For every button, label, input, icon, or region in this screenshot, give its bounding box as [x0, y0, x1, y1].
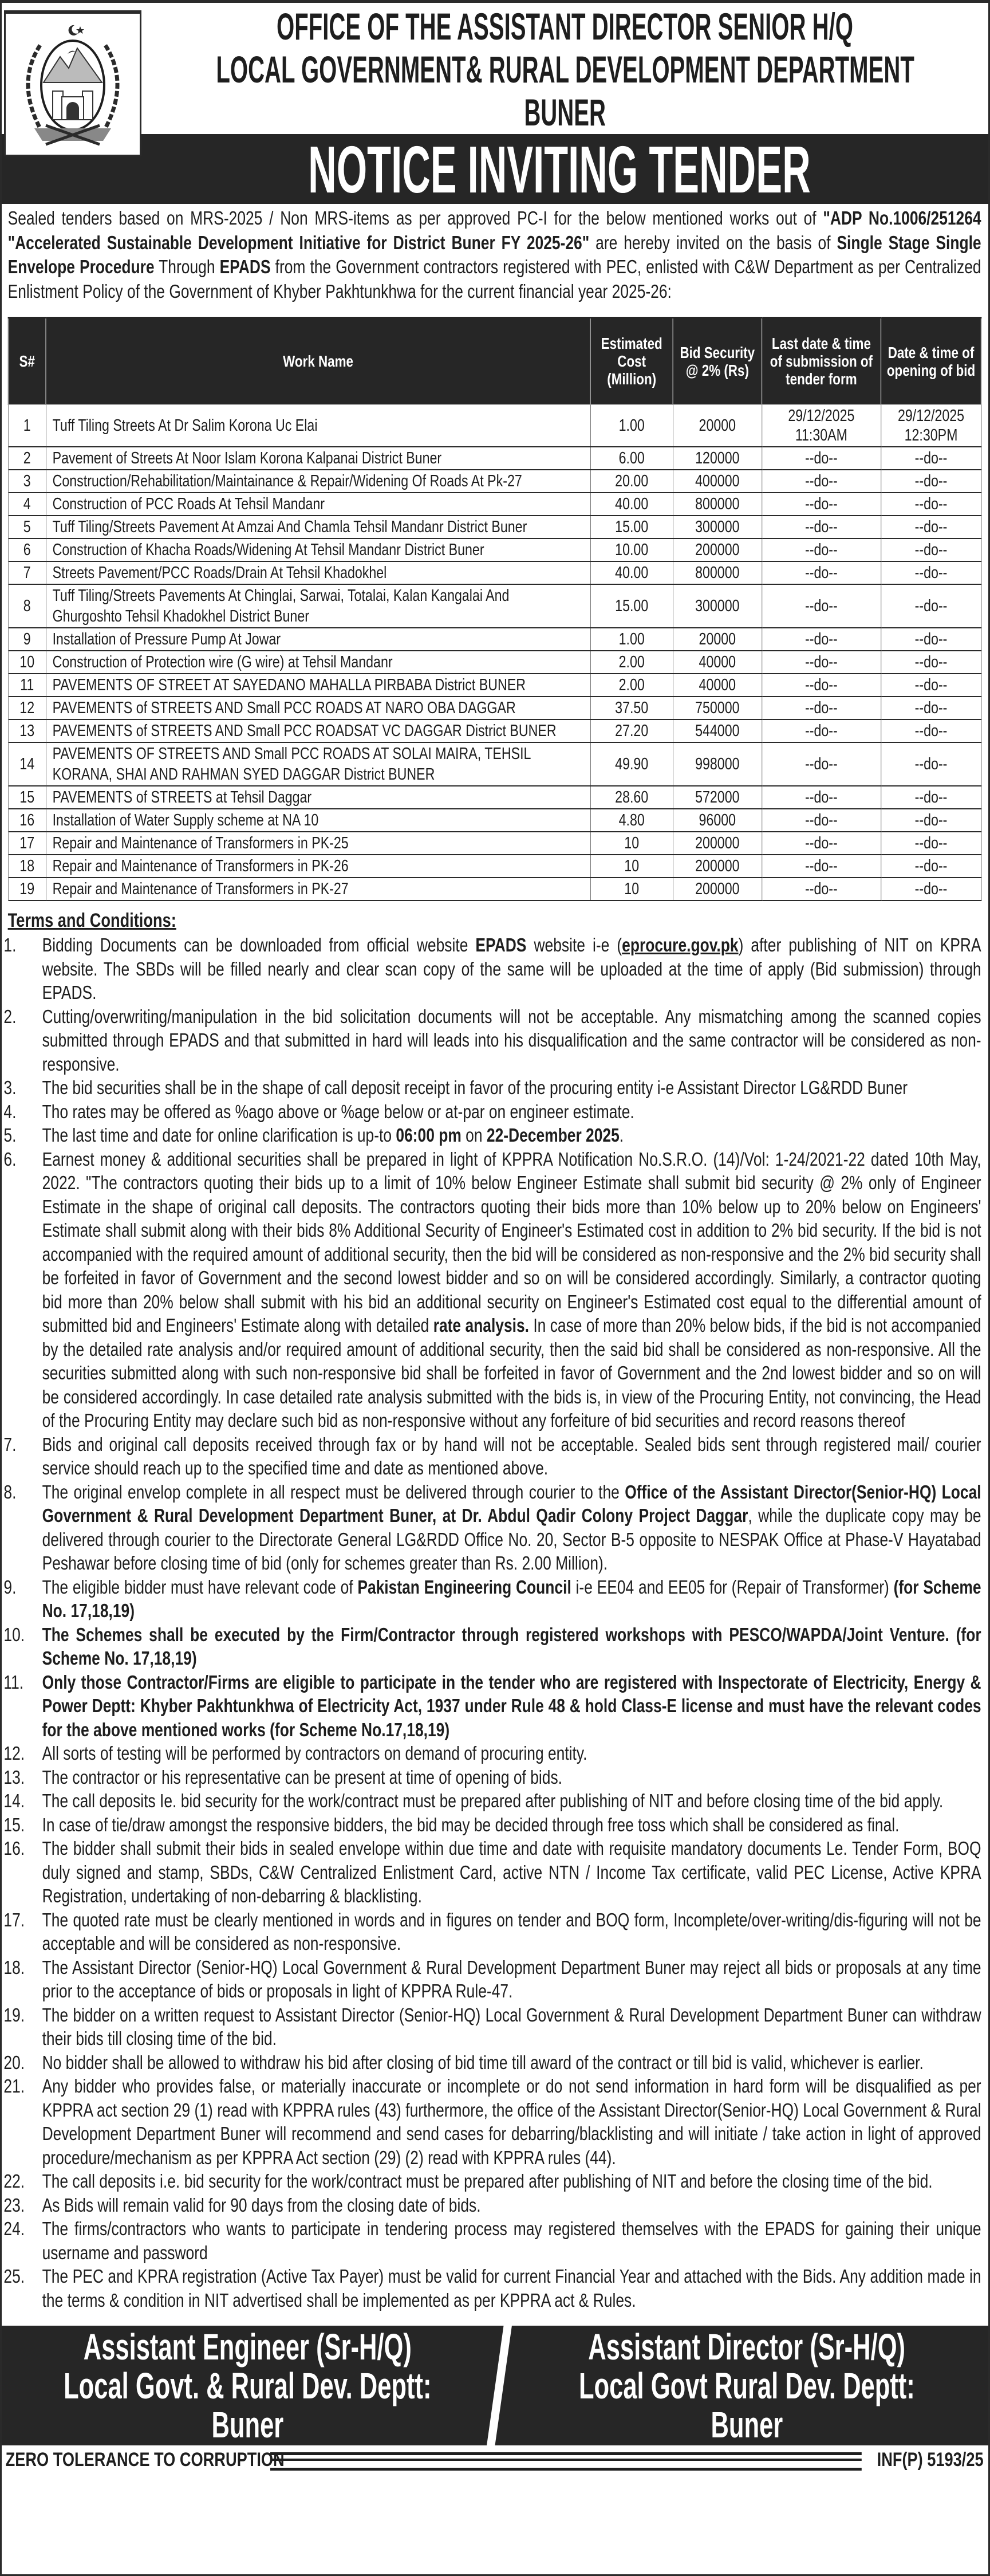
bid-security-cell: 200000 [673, 538, 762, 561]
term-number: 18. [3, 1956, 25, 1978]
work-name-cell: PAVEMENTS of STREETS at Tehsil Daggar [46, 786, 590, 809]
term-number: 15. [3, 1814, 25, 1835]
term-item [0, 2217, 981, 2264]
estimated-cost-cell: 10 [590, 878, 673, 900]
intro-bold-text: "ADP No.1006/251264 "Accelerated Sustainable Development Initiative for District Buner FY 2025-26" [7, 207, 981, 253]
estimated-cost-cell: 1.00 [590, 404, 673, 447]
term-item [0, 1956, 981, 2003]
term-number: 3. [3, 1077, 17, 1098]
term-text: Any bidder who provides false, or materially inaccurate or incomplete or do not send information in hard form will be disqualified as per KPPRA act section 29 (1) read with KPPRA rules (43) furthermore, the office of the Assistant Director(Senior-HQ) Local Government & Rural Development Department Buner will recommend and send cases for debarring/blacklisting and will initiate / take action in light of approved procedure/mechanism as per KPPRA Act section (29) (2) read with KPPRA rules (44). [42, 2075, 981, 2168]
col-header-sn: S# [8, 318, 46, 405]
opening-date-cell: --do-- [881, 855, 981, 878]
table-row [8, 404, 981, 447]
signature-left [0, 2327, 495, 2444]
estimated-cost-cell: 40.00 [590, 493, 673, 516]
submission-deadline-cell: --do-- [762, 855, 881, 878]
term-number: 22. [3, 2170, 25, 2192]
term-text: As Bids will remain valid for 90 days from the closing date of bids. [42, 2194, 481, 2216]
row-number-cell: 16 [8, 809, 46, 832]
estimated-cost-cell: 1.00 [590, 628, 673, 651]
row-number-cell: 11 [8, 674, 46, 697]
term-number: 12. [3, 1743, 25, 1764]
term-text: on [461, 1124, 487, 1146]
notice-title-row [140, 132, 979, 207]
opening-date-cell: --do-- [881, 832, 981, 855]
work-name-cell: Construction of Khacha Roads/Widening At Tehsil Mandanr District Buner [46, 538, 590, 561]
estimated-cost-cell: 20.00 [590, 470, 673, 493]
bid-security-cell: 20000 [673, 628, 762, 651]
opening-date-cell: --do-- [881, 878, 981, 900]
submission-deadline-cell: --do-- [762, 493, 881, 516]
header-line-3-row [140, 91, 990, 133]
term-text: Tho rates may be offered as %ago above or %age below or at-par on engineer estimate. [42, 1100, 634, 1122]
opening-date-cell: --do-- [881, 470, 981, 493]
intro-bold-text: Single Stage Single Envelope Procedure [7, 231, 981, 277]
estimated-cost-cell: 37.50 [590, 697, 673, 719]
notice-header [0, 0, 990, 207]
estimated-cost-cell: 10 [590, 832, 673, 855]
table-row [8, 742, 981, 786]
work-name-cell: Tuff Tiling/Streets Pavements At Chinglai, Sarwai, Totalai, Kalan Kangalai And Ghurgoshto Tehsil Khadokhel District Buner [46, 584, 590, 628]
term-bold-text: 22-December 2025 [486, 1124, 620, 1146]
term-text: Bidding Documents can be downloaded from official website [42, 934, 476, 955]
submission-deadline-cell: --do-- [762, 719, 881, 742]
table-row [8, 697, 981, 719]
opening-date-cell: --do-- [881, 786, 981, 809]
col-header-opening-date: Date & time of opening of bid [881, 318, 981, 405]
term-item [0, 1741, 981, 1765]
row-number-cell: 15 [8, 786, 46, 809]
term-item [0, 1433, 981, 1480]
term-item [0, 1765, 981, 1790]
term-item [0, 2074, 981, 2169]
term-bold-text: (for Scheme No. 17,18,19) [42, 1576, 981, 1621]
signature-right-district: Buner [711, 2404, 783, 2445]
term-item [0, 1670, 981, 1742]
estimated-cost-cell: 4.80 [590, 809, 673, 832]
work-name-cell: Repair and Maintenance of Transformers in PK-25 [46, 832, 590, 855]
work-name-cell: Construction of Protection wire (G wire) at Tehsil Mandanr [46, 651, 590, 674]
work-name-cell: PAVEMENTS of STREETS AND Small PCC ROADSAT VC DAGGAR District BUNER [46, 719, 590, 742]
intro-text: Through [154, 256, 220, 277]
opening-date-cell: --do-- [881, 651, 981, 674]
submission-deadline-cell: --do-- [762, 809, 881, 832]
submission-deadline-cell: --do-- [762, 742, 881, 786]
estimated-cost-cell: 28.60 [590, 786, 673, 809]
term-number: 6. [3, 1148, 17, 1170]
table-row [8, 878, 981, 900]
term-bold-text: Only those Contractor/Firms are eligible to participate in the tender who are registered with Inspectorate of Electricity, Energy & Power Deptt: Khyber Pakhtunkhwa of Electricity Act, 1937 under Rule 48 & hold Class-E license and must have the relevant codes for the above mentioned works (for Scheme No.17,18,19) [42, 1671, 981, 1740]
table-header-row [8, 318, 981, 405]
term-text: The PEC and KPRA registration (Active Tax Payer) must be valid for current Financial Year and attached with the Bids. Any addition made in the terms & condition in NIT advertised shall be implemented as per KPPRA act & Rules. [42, 2266, 981, 2311]
opening-date-cell: --do-- [881, 447, 981, 470]
works-table [8, 317, 982, 901]
work-name-cell: PAVEMENTS of STREETS AND Small PCC ROADS AT NARO OBA DAGGAR [46, 697, 590, 719]
estimated-cost-cell: 15.00 [590, 584, 673, 628]
term-text: In case of tie/draw amongst the responsive bidders, the bid may be decided through free toss which shall be considered as final. [42, 1814, 900, 1835]
work-name-cell: Pavement of Streets At Noor Islam Korona Kalpanai District Buner [46, 447, 590, 470]
row-number-cell: 7 [8, 561, 46, 584]
term-item [0, 1123, 981, 1147]
bid-security-cell: 200000 [673, 855, 762, 878]
term-item [0, 1908, 981, 1956]
row-number-cell: 17 [8, 832, 46, 855]
estimated-cost-cell: 2.00 [590, 651, 673, 674]
bid-security-cell: 400000 [673, 470, 762, 493]
emblem-icon [6, 14, 140, 151]
term-item [0, 1575, 981, 1623]
term-text: The bid securities shall be in the shape of call deposit receipt in favor of the procuring entity i-e Assistant Director LG&RDD Buner [42, 1077, 908, 1098]
term-item [0, 1076, 981, 1100]
bid-security-cell: 572000 [673, 786, 762, 809]
row-number-cell: 3 [8, 470, 46, 493]
signature-right-title: Assistant Director (Sr-H/Q) [588, 2326, 906, 2367]
opening-date-cell: 29/12/2025 12:30PM [881, 404, 981, 447]
term-text: In case of more than 20% below bids, if the bid is not accompanied by the detailed rate analysis and/or required amount of additional security, then the said bid shall be considered as non-responsive. All the securities submitted along with such non-responsive bid shall be forfeited in favor of Government and the 2nd lowest bidder and so on will be considered accordingly. In case detailed rate analysis submitted with the bids is, in view of the Procuring Entity, not convincing, the Head of the Procuring Entity may declare such bid as non-responsive without any forfeiture of bid securities and record reasons thereof [42, 1315, 981, 1431]
term-number: 10. [3, 1623, 25, 1645]
bid-security-cell: 800000 [673, 493, 762, 516]
signature-left-district: Buner [211, 2404, 284, 2445]
term-item [0, 2193, 981, 2217]
signature-right [504, 2327, 990, 2444]
term-text: The bidder shall submit their bids in sealed envelope within due time and date with requisite mandatory documents Le. Tender Form, BOQ duly signed and stamp, SBDs, C&W Centralized Enlistment Card, active NTN / Income Tax certificate, valid PEC License, Active KPRA Registration, undertaking of non-debarring & blacklisting. [42, 1838, 981, 1906]
bid-security-cell: 998000 [673, 742, 762, 786]
term-number: 2. [3, 1005, 17, 1027]
term-number: 1. [3, 934, 17, 955]
term-item [0, 2003, 981, 2051]
signature-section [0, 2326, 990, 2445]
term-item [0, 1480, 981, 1575]
opening-date-cell: --do-- [881, 697, 981, 719]
submission-deadline-cell: --do-- [762, 447, 881, 470]
notice-title: NOTICE INVITING TENDER [308, 132, 811, 207]
submission-deadline-cell: --do-- [762, 651, 881, 674]
bid-security-cell: 120000 [673, 447, 762, 470]
opening-date-cell: --do-- [881, 561, 981, 584]
anti-corruption-slogan: ZERO TOLERANCE TO CORRUPTION [5, 2449, 285, 2471]
term-bold-text: 06:00 pm [396, 1124, 462, 1146]
signature-left-department: Local Govt. & Rural Dev. Deptt: [64, 2365, 432, 2406]
header-line-1-row [140, 5, 990, 48]
term-text: The Assistant Director (Senior-HQ) Local Government & Rural Development Department Buner may reject all bids or proposals at any time prior to the acceptance of bids or proposals in light of KPPRA Rule-47. [42, 1956, 981, 2001]
term-number: 5. [3, 1124, 17, 1146]
submission-deadline-cell: --do-- [762, 561, 881, 584]
opening-date-cell: --do-- [881, 674, 981, 697]
term-number: 24. [3, 2218, 25, 2239]
row-number-cell: 13 [8, 719, 46, 742]
term-item [0, 1836, 981, 1908]
term-number: 23. [3, 2194, 25, 2216]
row-number-cell: 9 [8, 628, 46, 651]
row-number-cell: 12 [8, 697, 46, 719]
term-bold-text: Office of the Assistant Director(Senior-HQ) Local Government & Rural Development Department Buner, at Dr. Abdul Qadir Colony Project Daggar [42, 1481, 981, 1526]
office-title: OFFICE OF THE ASSISTANT DIRECTOR SENIOR H/Q [277, 5, 854, 48]
bid-security-cell: 300000 [673, 584, 762, 628]
work-name-cell: Repair and Maintenance of Transformers in PK-26 [46, 855, 590, 878]
term-number: 11. [3, 1671, 24, 1693]
kp-government-logo [4, 10, 141, 156]
signature-left-title: Assistant Engineer (Sr-H/Q) [83, 2326, 412, 2367]
submission-deadline-cell: --do-- [762, 538, 881, 561]
term-text: The eligible bidder must have relevant code of [42, 1576, 358, 1598]
row-number-cell: 14 [8, 742, 46, 786]
work-name-cell: Installation of Pressure Pump At Jowar [46, 628, 590, 651]
estimated-cost-cell: 10.00 [590, 538, 673, 561]
col-header-last-date: Last date & time of submission of tender form [762, 318, 881, 405]
bid-security-cell: 750000 [673, 697, 762, 719]
term-bold-text: EPADS [475, 934, 527, 955]
intro-text: are hereby invited on the basis of [589, 231, 837, 253]
opening-date-cell: --do-- [881, 516, 981, 538]
term-item [0, 2169, 981, 2193]
intro-paragraph [8, 206, 981, 304]
term-item [0, 1005, 981, 1076]
term-number: 17. [3, 1909, 25, 1930]
footer-rule [270, 2452, 862, 2471]
bid-security-cell: 800000 [673, 561, 762, 584]
table-row [8, 809, 981, 832]
table-row [8, 493, 981, 516]
row-number-cell: 8 [8, 584, 46, 628]
opening-date-cell: --do-- [881, 493, 981, 516]
term-text: i-e EE04 and EE05 for (Repair of Transformer) [571, 1576, 894, 1598]
row-number-cell: 18 [8, 855, 46, 878]
table-row [8, 832, 981, 855]
term-text: The call deposits Ie. bid security for the work/contract must be prepared after publishing of NIT and before closing time of the bid apply. [42, 1790, 944, 1811]
term-text: The call deposits i.e. bid security for the work/contract must be prepared after publishing of NIT and before the closing time of the bid. [42, 2170, 933, 2192]
table-row [8, 538, 981, 561]
row-number-cell: 2 [8, 447, 46, 470]
term-number: 8. [3, 1481, 17, 1503]
work-name-cell: Tuff Tiling/Streets Pavement At Amzai And Chamla Tehsil Mandanr District Buner [46, 516, 590, 538]
table-row [8, 584, 981, 628]
work-name-cell: Construction of PCC Roads At Tehsil Mandanr [46, 493, 590, 516]
advertisement-reference: INF(P) 5193/25 [877, 2449, 984, 2471]
estimated-cost-cell: 2.00 [590, 674, 673, 697]
opening-date-cell: --do-- [881, 584, 981, 628]
bid-security-cell: 544000 [673, 719, 762, 742]
bid-security-cell: 40000 [673, 674, 762, 697]
term-number: 19. [3, 2004, 25, 2026]
department-title: LOCAL GOVERNMENT& RURAL DEVELOPMENT DEPARTMENT [216, 48, 914, 91]
estimated-cost-cell: 15.00 [590, 516, 673, 538]
term-text: , while the duplicate copy may be delivered through courier to the Directorate General LG&RDD Office No. 20, Sector B-5 opposite to NESPAK Office at Phase-V Hayatabad Peshawar before closing time of bid (only for schemes greater than Rs. 2.00 Million). [42, 1505, 981, 1574]
term-text: No bidder shall be allowed to withdraw his bid after closing of bid time till award of the contract or till bid is valid, whichever is earlier. [42, 2051, 924, 2073]
term-number: 21. [3, 2075, 25, 2097]
opening-date-cell: --do-- [881, 719, 981, 742]
term-item [0, 1100, 981, 1124]
col-header-estimated-cost: Estimated Cost (Million) [590, 318, 673, 405]
intro-bold-text: EPADS [219, 256, 271, 277]
work-name-cell: Tuff Tiling Streets At Dr Salim Korona Uc Elai [46, 404, 590, 447]
term-bold-text: rate analysis. [433, 1315, 529, 1336]
submission-deadline-cell: --do-- [762, 470, 881, 493]
submission-deadline-cell: --do-- [762, 584, 881, 628]
terms-list [0, 933, 981, 2312]
term-number: 7. [3, 1433, 17, 1455]
submission-deadline-cell: --do-- [762, 832, 881, 855]
work-name-cell: Repair and Maintenance of Transformers in PK-27 [46, 878, 590, 900]
website-link[interactable]: eprocure.gov.pk [622, 934, 739, 955]
opening-date-cell: --do-- [881, 809, 981, 832]
row-number-cell: 1 [8, 404, 46, 447]
term-text: Earnest money & additional securities shall be prepared in light of KPPRA Notification No.S.R.O. (14)/Vol: 1-24/2021-22 dated 10th May, 2022. "The contractors quoting their bids up to a limit of 10% below Engineer Estimate shall submit bid security @ 2% only of Engineer Estimate in the shape of original call deposits. The contractors quoting their bids more than 10% below up to 20% below on Engineers' Estimate shall submit along with their bids 8% Additional Security of Engineer's Estimated cost in addition to 2% bid security. If the bid is not accompanied with the required amount of additional security, then the bid will be considered as non-responsive and the 2% bid security shall be forfeited in favor of Government and the second lowest bidder and so on will be considered accordingly. Similarly, a contractor quoting bid more than 20% below shall submit with his bid an additional security on Engineer's Estimated cost equal to the differential amount of submitted bid and Engineers' Estimate along with detailed [42, 1148, 981, 1336]
bid-security-cell: 200000 [673, 878, 762, 900]
term-text: The original envelop complete in all respect must be delivered through courier to the [42, 1481, 625, 1503]
header-line-2-row [140, 48, 990, 91]
term-item [0, 1623, 981, 1670]
term-item [0, 1789, 981, 1813]
term-number: 20. [3, 2051, 25, 2073]
estimated-cost-cell: 10 [590, 855, 673, 878]
term-item [0, 2264, 981, 2312]
district-title: BUNER [524, 91, 606, 133]
table-row [8, 719, 981, 742]
table-row [8, 561, 981, 584]
term-item [0, 1813, 981, 1837]
row-number-cell: 10 [8, 651, 46, 674]
submission-deadline-cell: --do-- [762, 628, 881, 651]
term-text: ) after publishing of NIT on KPRA website. The SBDs will be filled nearly and clear scan copy of the same will be uploaded at the time of apply (Bid submission) through EPADS. [42, 934, 981, 1003]
table-row [8, 855, 981, 878]
table-row [8, 628, 981, 651]
signature-right-department: Local Govt Rural Dev. Deptt: [579, 2365, 915, 2406]
term-text: The quoted rate must be clearly mentioned in words and in figures on tender and BOQ form, Incomplete/over-writing/dis-figuring will not be acceptable and will be considered as non-responsive. [42, 1909, 981, 1954]
term-text: The firms/contractors who wants to participate in tendering process may registered themselves with the EPADS for gaining their unique username and password [42, 2218, 981, 2263]
bid-security-cell: 200000 [673, 832, 762, 855]
term-number: 14. [3, 1790, 25, 1811]
submission-deadline-cell: --do-- [762, 878, 881, 900]
term-item [0, 933, 981, 1005]
row-number-cell: 19 [8, 878, 46, 900]
col-header-work-name: Work Name [46, 318, 590, 405]
estimated-cost-cell: 49.90 [590, 742, 673, 786]
row-number-cell: 4 [8, 493, 46, 516]
intro-text: from the Government contractors registered with PEC, enlisted with C&W Department as per Centralized Enlistment Policy of the Government of Khyber Pakhtunkhwa for the current financial year 2025-26: [7, 256, 981, 302]
term-text: Cutting/overwriting/manipulation in the bid solicitation documents will not be acceptable. Any mismatching among the scanned copies submitted through EPADS and that submitted in hard will leads into his disqualification and the same contractor will be considered as non-responsive. [42, 1005, 981, 1075]
work-name-cell: PAVEMENTS OF STREET AT SAYEDANO MAHALLA PIRBABA District BUNER [46, 674, 590, 697]
term-text: The contractor or his representative can be present at time of opening of bids. [42, 1766, 562, 1788]
term-bold-text: Pakistan Engineering Council [357, 1576, 571, 1598]
term-item [0, 2051, 981, 2075]
submission-deadline-cell: --do-- [762, 516, 881, 538]
term-number: 25. [3, 2266, 25, 2287]
bid-security-cell: 40000 [673, 651, 762, 674]
row-number-cell: 5 [8, 516, 46, 538]
terms-heading: Terms and Conditions: [7, 910, 176, 931]
term-text: All sorts of testing will be performed by contractors on demand of procuring entity. [42, 1743, 587, 1764]
work-name-cell: Construction/Rehabilitation/Maintainance & Repair/Widening Of Roads At Pk-27 [46, 470, 590, 493]
table-row [8, 786, 981, 809]
term-number: 13. [3, 1766, 25, 1788]
table-row [8, 447, 981, 470]
submission-deadline-cell: --do-- [762, 697, 881, 719]
term-text: . [619, 1124, 624, 1146]
work-name-cell: Installation of Water Supply scheme at NA 10 [46, 809, 590, 832]
opening-date-cell: --do-- [881, 742, 981, 786]
intro-text: Sealed tenders based on MRS-2025 / Non MRS-items as per approved PC-I for the below mentioned works out of [7, 207, 823, 229]
term-text: website i-e ( [526, 934, 622, 955]
table-row [8, 470, 981, 493]
bid-security-cell: 20000 [673, 404, 762, 447]
table-row [8, 674, 981, 697]
opening-date-cell: --do-- [881, 628, 981, 651]
term-number: 9. [3, 1576, 17, 1598]
work-name-cell: Streets Pavement/PCC Roads/Drain At Tehsil Khadokhel [46, 561, 590, 584]
estimated-cost-cell: 40.00 [590, 561, 673, 584]
submission-deadline-cell: --do-- [762, 786, 881, 809]
bid-security-cell: 96000 [673, 809, 762, 832]
term-bold-text: The Schemes shall be executed by the Firm/Contractor through registered workshops with PESCO/WAPDA/Joint Venture. (for Scheme No. 17,18,19) [42, 1623, 981, 1669]
col-header-bid-security: Bid Security @ 2% (Rs) [673, 318, 762, 405]
table-row [8, 651, 981, 674]
opening-date-cell: --do-- [881, 538, 981, 561]
estimated-cost-cell: 6.00 [590, 447, 673, 470]
footer [0, 2445, 990, 2474]
table-row [8, 516, 981, 538]
submission-deadline-cell: --do-- [762, 674, 881, 697]
term-text: The last time and date for online clarification is up-to [42, 1124, 396, 1146]
work-name-cell: PAVEMENTS OF STREETS AND Small PCC ROADS AT SOLAI MAIRA, TEHSIL KORANA, SHAI AND RAHMAN SYED DAGGAR District BUNER [46, 742, 590, 786]
term-number: 16. [3, 1838, 25, 1859]
submission-deadline-cell: 29/12/2025 11:30AM [762, 404, 881, 447]
estimated-cost-cell: 27.20 [590, 719, 673, 742]
row-number-cell: 6 [8, 538, 46, 561]
term-item [0, 1147, 981, 1433]
term-text: Bids and original call deposits received through fax or by hand will not be acceptable. Sealed bids sent through registered mail/ courier service should reach up to the specified time and date as mentioned above. [42, 1433, 981, 1478]
term-number: 4. [3, 1100, 17, 1122]
term-text: The bidder on a written request to Assistant Director (Senior-HQ) Local Government & Rural Development Department Buner can withdraw their bids till closing time of the bid. [42, 2004, 981, 2049]
bid-security-cell: 300000 [673, 516, 762, 538]
